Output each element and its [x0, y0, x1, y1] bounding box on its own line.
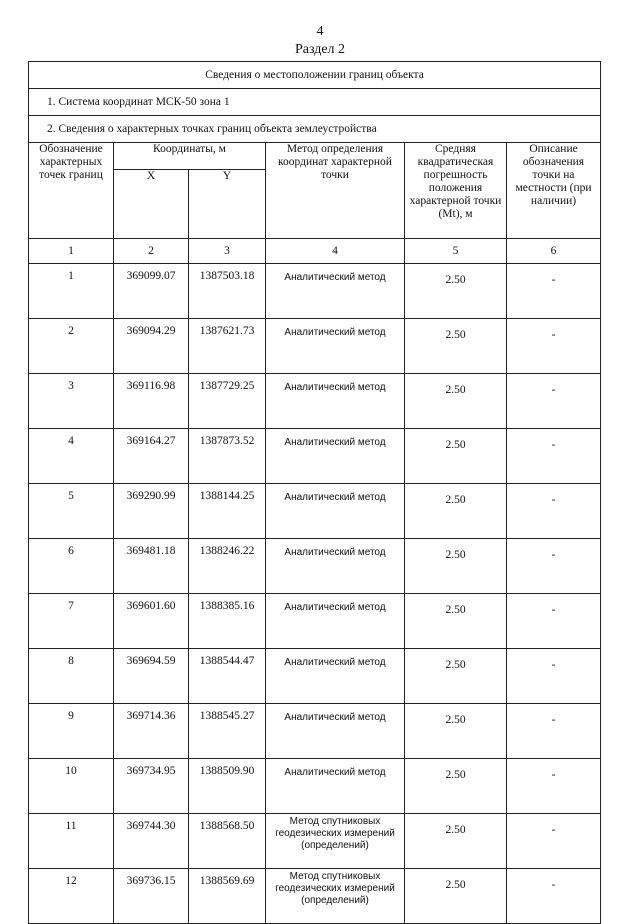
x-coordinate-cell: 369744.30	[114, 814, 189, 869]
description-cell: -	[507, 869, 601, 924]
x-coordinate-cell: 369094.29	[114, 319, 189, 374]
table-row	[29, 814, 601, 869]
x-coordinate-cell: 369601.60	[114, 594, 189, 649]
accuracy-cell: 2.50	[405, 649, 507, 704]
y-coordinate-cell: 1388569.69	[189, 869, 266, 924]
accuracy-cell: 2.50	[405, 814, 507, 869]
table-row	[29, 374, 601, 429]
y-coordinate-cell: 1387621.73	[189, 319, 266, 374]
point-id-cell: 7	[29, 594, 114, 649]
boundary-points-table	[28, 61, 601, 924]
y-coordinate-cell: 1387503.18	[189, 264, 266, 319]
table-row	[29, 319, 601, 374]
method-cell: Аналитический метод	[266, 429, 405, 484]
column-number: 4	[266, 239, 405, 264]
table-row	[29, 429, 601, 484]
table-row	[29, 594, 601, 649]
table-row	[29, 869, 601, 924]
accuracy-cell: 2.50	[405, 319, 507, 374]
point-id-cell: 2	[29, 319, 114, 374]
x-coordinate-cell: 369734.95	[114, 759, 189, 814]
description-cell: -	[507, 319, 601, 374]
header-y: Y	[189, 170, 266, 239]
method-cell: Аналитический метод	[266, 319, 405, 374]
x-coordinate-cell: 369290.99	[114, 484, 189, 539]
point-id-cell: 10	[29, 759, 114, 814]
x-coordinate-cell: 369116.98	[114, 374, 189, 429]
point-id-cell: 1	[29, 264, 114, 319]
method-cell: Аналитический метод	[266, 649, 405, 704]
description-cell: -	[507, 374, 601, 429]
method-cell: Аналитический метод	[266, 484, 405, 539]
y-coordinate-cell: 1388246.22	[189, 539, 266, 594]
point-id-cell: 3	[29, 374, 114, 429]
method-cell: Метод спутниковых геодезических измерений (определений)	[266, 869, 405, 924]
point-id-cell: 6	[29, 539, 114, 594]
method-cell: Метод спутниковых геодезических измерений (определений)	[266, 814, 405, 869]
column-numbers-row	[29, 239, 601, 264]
accuracy-cell: 2.50	[405, 594, 507, 649]
table-title: Сведения о местоположении границ объекта	[29, 62, 601, 89]
accuracy-cell: 2.50	[405, 374, 507, 429]
coord-system: 1. Система координат МСК-50 зона 1	[29, 89, 601, 116]
description-cell: -	[507, 484, 601, 539]
table-row	[29, 649, 601, 704]
accuracy-cell: 2.50	[405, 704, 507, 759]
method-cell: Аналитический метод	[266, 374, 405, 429]
description-cell: -	[507, 594, 601, 649]
y-coordinate-cell: 1387729.25	[189, 374, 266, 429]
description-cell: -	[507, 649, 601, 704]
accuracy-cell: 2.50	[405, 484, 507, 539]
header-point: Обозначение характерных точек границ	[29, 143, 114, 239]
description-cell: -	[507, 814, 601, 869]
column-number: 3	[189, 239, 266, 264]
accuracy-cell: 2.50	[405, 759, 507, 814]
description-cell: -	[507, 704, 601, 759]
table-row	[29, 484, 601, 539]
accuracy-cell: 2.50	[405, 429, 507, 484]
accuracy-cell: 2.50	[405, 869, 507, 924]
description-cell: -	[507, 539, 601, 594]
accuracy-cell: 2.50	[405, 539, 507, 594]
column-number: 6	[507, 239, 601, 264]
point-id-cell: 4	[29, 429, 114, 484]
description-cell: -	[507, 759, 601, 814]
header-description: Описание обозначения точки на местности (при наличии)	[507, 143, 601, 239]
point-id-cell: 5	[29, 484, 114, 539]
header-accuracy: Средняя квадратическая погрешность положения характерной точки (Mt), м	[405, 143, 507, 239]
x-coordinate-cell: 369481.18	[114, 539, 189, 594]
header-x: X	[114, 170, 189, 239]
method-cell: Аналитический метод	[266, 704, 405, 759]
column-number: 1	[29, 239, 114, 264]
points-caption: 2. Сведения о характерных точках границ объекта землеустройства	[29, 116, 601, 143]
point-id-cell: 8	[29, 649, 114, 704]
column-number: 2	[114, 239, 189, 264]
y-coordinate-cell: 1388544.47	[189, 649, 266, 704]
x-coordinate-cell: 369694.59	[114, 649, 189, 704]
table-row	[29, 704, 601, 759]
table-row	[29, 264, 601, 319]
point-id-cell: 12	[29, 869, 114, 924]
method-cell: Аналитический метод	[266, 759, 405, 814]
x-coordinate-cell: 369164.27	[114, 429, 189, 484]
x-coordinate-cell: 369736.15	[114, 869, 189, 924]
point-id-cell: 9	[29, 704, 114, 759]
point-id-cell: 11	[29, 814, 114, 869]
method-cell: Аналитический метод	[266, 594, 405, 649]
table-row	[29, 759, 601, 814]
y-coordinate-cell: 1388144.25	[189, 484, 266, 539]
x-coordinate-cell: 369099.07	[114, 264, 189, 319]
description-cell: -	[507, 264, 601, 319]
y-coordinate-cell: 1388568.50	[189, 814, 266, 869]
method-cell: Аналитический метод	[266, 264, 405, 319]
column-number: 5	[405, 239, 507, 264]
y-coordinate-cell: 1388509.90	[189, 759, 266, 814]
table-row	[29, 539, 601, 594]
method-cell: Аналитический метод	[266, 539, 405, 594]
header-coords: Координаты, м	[114, 143, 266, 170]
description-cell: -	[507, 429, 601, 484]
x-coordinate-cell: 369714.36	[114, 704, 189, 759]
header-method: Метод определения координат характерной точки	[266, 143, 405, 239]
section-title: Раздел 2	[294, 42, 346, 57]
accuracy-cell: 2.50	[405, 264, 507, 319]
y-coordinate-cell: 1387873.52	[189, 429, 266, 484]
y-coordinate-cell: 1388385.16	[189, 594, 266, 649]
y-coordinate-cell: 1388545.27	[189, 704, 266, 759]
page-number: 4	[316, 24, 324, 39]
